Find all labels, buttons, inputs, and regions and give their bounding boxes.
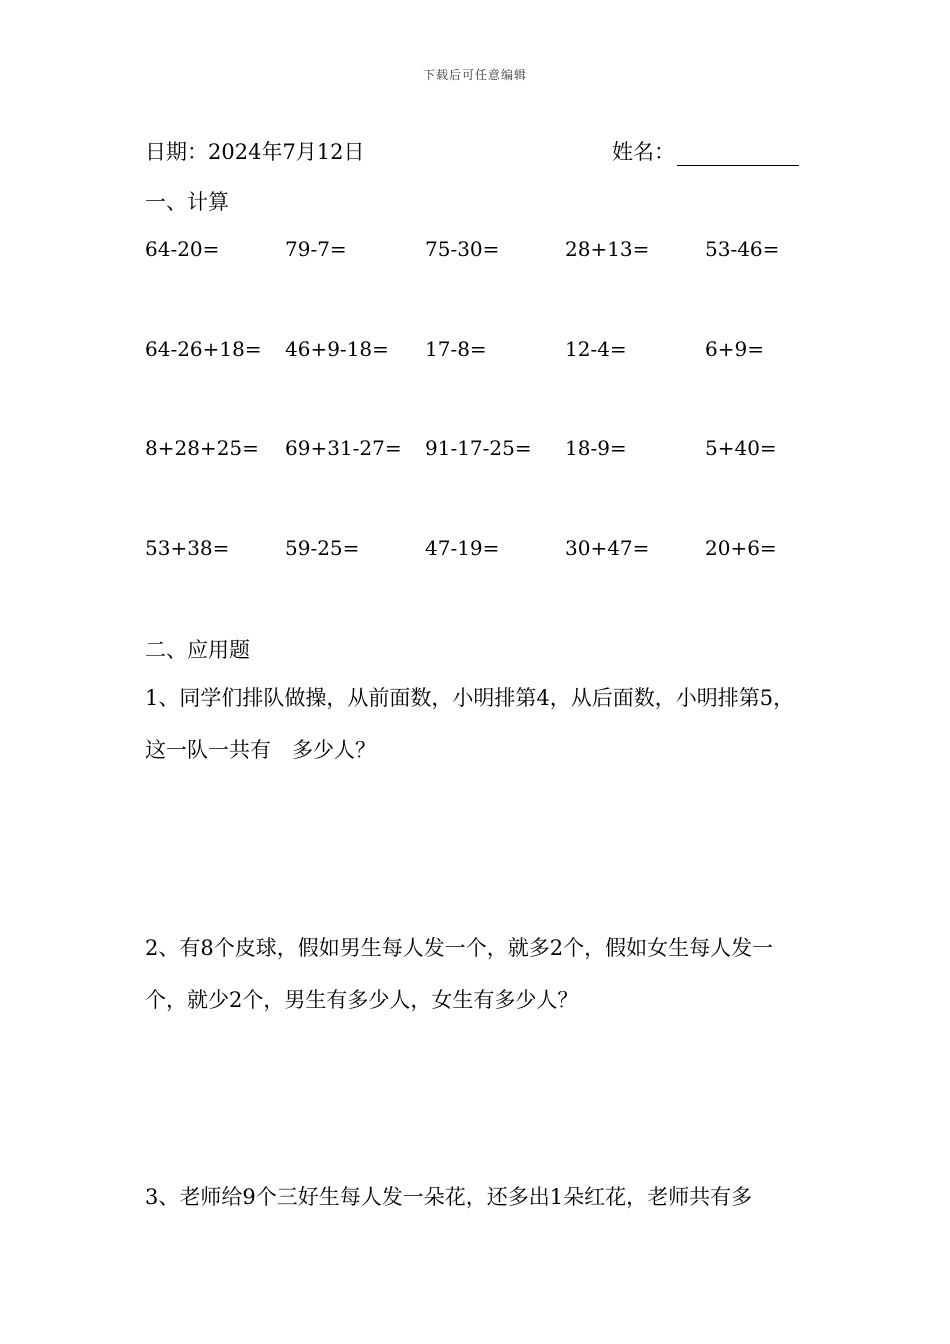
name-label: 姓名： (612, 140, 675, 164)
calc-item: 46+9-18= (285, 336, 389, 361)
calc-row (145, 237, 845, 337)
calc-item: 47-19= (425, 535, 500, 560)
calc-item: 53+38= (145, 535, 230, 560)
watermark-text: 下载后可任意编辑 (422, 68, 527, 82)
calc-item: 30+47= (565, 535, 650, 560)
calc-item: 64-20= (145, 237, 220, 261)
calc-item: 18-9= (565, 436, 627, 460)
calc-item: 5+40= (705, 436, 777, 460)
calc-item: 75-30= (425, 237, 500, 261)
word-problem: 3、老师给9个三好生每人发一朵花，还多出1朵红花，老师共有多 (145, 1185, 753, 1209)
word-problem: 1、同学们排队做操，从前面数，小明排第4，从后面数，小明排第5，这一队一共有 多少人？ (145, 686, 795, 762)
calc-grid (145, 237, 845, 635)
section-calc-title: 一、计算 (145, 190, 229, 214)
calc-item: 8+28+25= (145, 436, 259, 460)
word-problem: 2、有8个皮球，假如男生每人发一个，就多2个，假如女生每人发一个，就少2个，男生有多少人，女生有多少人？ (145, 936, 774, 1012)
calc-item: 53-46= (705, 237, 780, 261)
calc-item: 79-7= (285, 237, 347, 261)
calc-item: 12-4= (565, 336, 627, 361)
calc-item: 59-25= (285, 535, 360, 560)
date-label: 日期：2024年7月12日 (145, 140, 365, 164)
calc-item: 69+31-27= (285, 436, 402, 460)
calc-row (145, 536, 845, 636)
calc-row (145, 436, 845, 536)
calc-item: 64-26+18= (145, 336, 262, 361)
calc-item: 91-17-25= (425, 436, 532, 460)
name-field (612, 136, 799, 166)
calc-item: 20+6= (705, 535, 777, 560)
section-word-problems-title: 二、应用题 (145, 638, 250, 662)
calc-row (145, 337, 845, 437)
name-blank-line (677, 141, 799, 166)
calc-item: 6+9= (705, 336, 764, 361)
calc-item: 17-8= (425, 336, 487, 361)
calc-item: 28+13= (565, 237, 650, 261)
